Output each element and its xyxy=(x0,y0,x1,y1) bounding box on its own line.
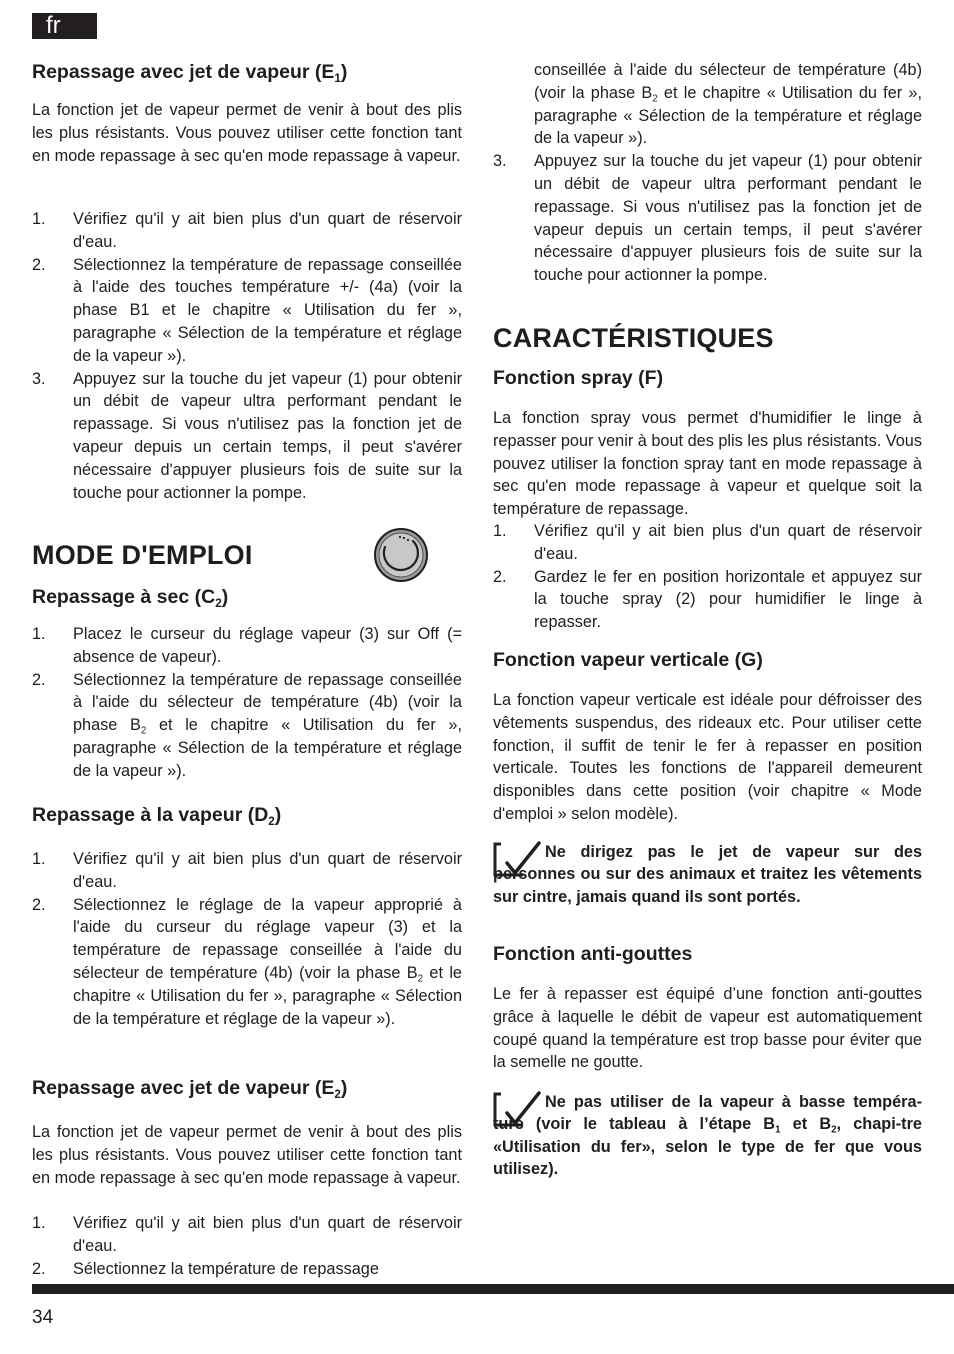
section-heading: Repassage à $\sec (C_2)$ xyxy=(32,586,229,611)
note-text: Ne pas utiliser de la vapeur à basse tempéra-ture (voir le tableau à l’étape $B_1$ et $B_2$, chapi-tre «Utilisation du fer», selon le type de fer que vous utilisez). xyxy=(493,1093,922,1178)
section-intro: La fonction jet de vapeur permet de venir à bout des plis les plus résistants. Vous pouvez utiliser cette fonction tant en mode repassage à sec qu'en mode repassage à vapeur. xyxy=(32,1123,462,1187)
list-item: 2. Sélectionnez la température de repassage xyxy=(32,1259,379,1278)
section-heading: Repassage à la vapeur $(D_2)$ xyxy=(32,804,282,829)
list-item: 2. Gardez le fer en position horizontale et appuyez sur la touche spray (2) pour humidifier le linge à repasser. xyxy=(493,567,922,632)
section-heading: Fonction vapeur verticale (G) xyxy=(493,649,763,671)
list-item: 1. Vérifiez qu'il y ait bien plus d'un quart de réservoir d'eau. xyxy=(32,210,462,251)
list-item: 2. Sélectionnez le réglage de la vapeur approprié à l'aide du curseur du réglage vapeur (3) et la température de repassage conseillée à l'aide du sélecteur de température (4b) (voir la phase $B_2$ et le chapitre « Utilisation du fer », paragraphe « Sélection de la température et réglage de la vapeur »). xyxy=(32,895,462,1028)
checkmark-note-icon xyxy=(493,1091,541,1131)
page-number: 34 xyxy=(32,1307,54,1328)
list-item: 1. Vérifiez qu'il y ait bien plus d'un quart de réservoir d'eau. xyxy=(493,522,922,563)
note-text: Ne dirigez pas le jet de vapeur sur des personnes ou sur des animaux et traitez les vêtements sur cintre, jamais quand ils sont portés. xyxy=(493,843,922,906)
list-item: 1. Vérifiez qu'il y ait bien plus d'un quart de réservoir d'eau. xyxy=(32,850,462,891)
list-item: 1. Placez le curseur du réglage vapeur (3) sur Off (= absence de vapeur). xyxy=(32,625,462,666)
section-heading: Repassage avec jet de vapeur $(E_1)$ xyxy=(32,61,348,86)
step-list xyxy=(32,848,462,1030)
section-intro: La fonction jet de vapeur permet de venir à bout des plis les plus résistants. Vous pouvez utiliser cette fonction tant en mode repassage à sec qu'en mode repassage à vapeur. xyxy=(32,101,462,165)
section-intro: La fonction spray vous permet d'humidifier le linge à repasser pour venir à bout des plis les plus résistants. Vous pouvez utiliser la fonction spray tant en mode repassage à sec qu'en mode repassage à vapeur et quelque soit la température de repassage. xyxy=(493,409,922,519)
list-item: 3. Appuyez sur la touche du jet vapeur (1) pour obtenir un débit de vapeur ultra performant pendant le repassage. Si vous n'utilisez pas la fonction jet de vapeur depuis un certain temps, il peut s'avérer nécessaire d'appuyer plusieurs fois de suite sur la touche pour actionner la pompe. xyxy=(32,369,462,502)
section-heading: Fonction anti-gouttes xyxy=(493,943,693,965)
list-item: conseillée à l'aide du sélecteur de température (4b) (voir la phase $B_2$ et le chapitre « Utilisation du fer », paragraphe « Sélection de la température et réglage de la vapeur »). xyxy=(534,61,922,148)
language-tab: fr xyxy=(32,13,97,39)
section-intro: La fonction vapeur verticale est idéale pour défroisser des vêtements suspendus, des rideaux etc. Pour utiliser cette fonction, il suffit de tenir le fer à repasser en position verticale. Toutes les fonctions de l'appareil demeurent disponibles dans cette position (voir chapitre « Mode d'emploi » selon modèle). xyxy=(493,691,922,823)
step-list xyxy=(32,208,462,504)
checkmark-note-icon xyxy=(493,841,541,881)
step-list xyxy=(32,1212,462,1280)
section-title-caracteristiques: CARACTÉRISTIQUES xyxy=(493,323,774,353)
warning-note xyxy=(493,841,922,908)
step-list xyxy=(493,59,922,287)
warning-note xyxy=(493,1091,922,1180)
list-item: 2. Sélectionnez la température de repassage conseillée à l'aide du sélecteur de température (4b) (voir la phase $B_2$ et le chapitre « Utilisation du fer », paragraphe « Sélection de la température et réglage de la vapeur »). xyxy=(32,670,462,780)
section-e1 xyxy=(32,60,462,84)
step-list xyxy=(32,623,462,783)
list-item: 1. Vérifiez qu'il y ait bien plus d'un quart de réservoir d'eau. xyxy=(32,1214,462,1255)
temperature-dial-icon xyxy=(373,527,429,583)
section-intro: Le fer à repasser est équipé d’une fonction anti-gouttes grâce à laquelle le débit de vapeur est automatiquement coupé quand la température est trop basse pour éviter que la semelle ne goutte. xyxy=(493,985,922,1072)
section-heading: Fonction spray (F) xyxy=(493,367,664,389)
section-title-mode-emploi: MODE D'EMPLOI xyxy=(32,540,253,570)
section-heading: Repassage avec jet de vapeur $(E_2)$ xyxy=(32,1077,348,1102)
list-item: 3. Appuyez sur la touche du jet vapeur (1) pour obtenir un débit de vapeur ultra performant pendant le repassage. Si vous n'utilisez pas la fonction jet de vapeur depuis un certain temps, il peut s'avérer nécessaire d'appuyer plusieurs fois de suite sur la touche pour actionner la pompe. xyxy=(493,152,922,285)
step-list xyxy=(493,520,922,634)
list-item: 2. Sélectionnez la température de repassage conseillée à l'aide des touches température +/- (4a) (voir la phase B1 et le chapitre « Utilisation du fer », paragraphe « Sélection de la température et réglage de la vapeur »). xyxy=(32,255,462,365)
footer-rule xyxy=(32,1284,954,1294)
